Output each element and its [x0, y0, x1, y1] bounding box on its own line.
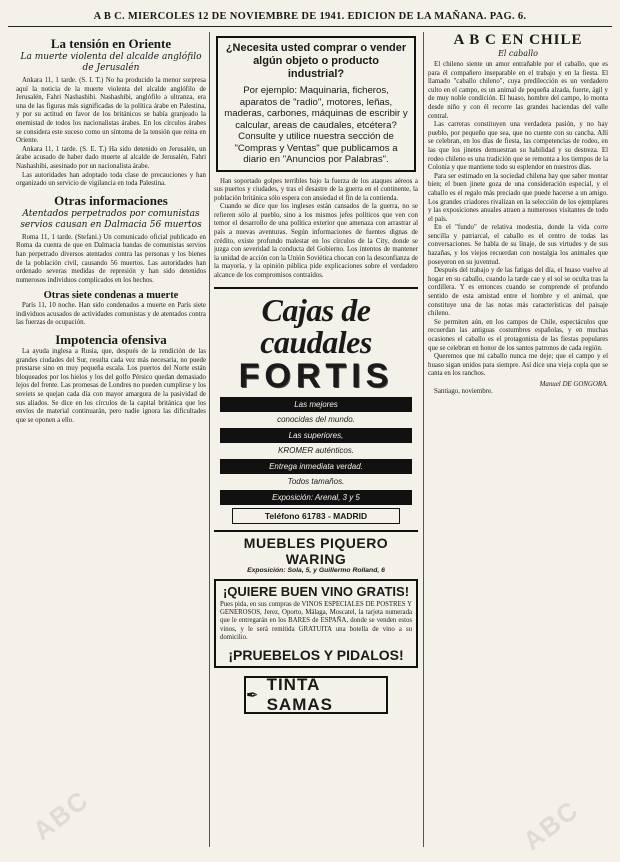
- ad-brand: TINTA SAMAS: [266, 674, 333, 714]
- section-subtitle: La muerte violenta del alcalde anglófilo de Jerusalén: [20, 52, 202, 73]
- article-paragraph: Cuando se dice que los ingleses están cansados de la guerra, no se refieren sólo al pueblo, sino a los mismos jefes políticos que ven con temor el desarrollo de una política exterior que amenaza con arrastrar al país a nuevas aventuras. Según informaciones de fuentes dignas de crédito, existe profundo malestar en los círculos de la City, donde se juzga con severidad la conducta del Gobierno. Los intentos de mantener la unidad de acción con la Unión Soviética chocan con la desconfianza de la mayoría, y la opinión pública pide explicaciones sobre el verdadero alcance de los compromisos contraídos.: [214, 203, 418, 280]
- ad-line: Entrega inmediata verdad.: [220, 459, 412, 474]
- column-rule: [423, 32, 424, 847]
- article-paragraph: El chileno siente un amor entrañable por el caballo, que es para él compañero inseparable en el trabajo y en la fiesta. El llamado "caballo chileno", cuya predilección es un verdadero culto en el campo, es un animal de pequeña alzada, fuerte, ágil y de muy noble condición. El huaso, hombre del campo, lo monta desde niño y con él recorre las grandes haciendas del valle central.: [428, 61, 608, 120]
- article-paragraph: Para ser estimado en la sociedad chilena hay que saber montar bien; el buen jinete goza de una consideración especial, y el caballo es el regalo más preciado que puede hacerse a un amigo. Los grandes criadores rivalizan en la selección de los ejemplares y las exposiciones anuales atraen a numerosos visitantes de todo el país.: [428, 172, 608, 223]
- article-paragraph: Se permiten aún, en los campos de Chile, espectáculos que recuerdan las antiguas costumbres españolas, y en muchas ocasiones el caballo es el protagonista de las fiestas populares que se celebran en honor de los santos patronos de cada región.: [428, 318, 608, 352]
- ad-headline: ¡QUIERE BUEN VINO GRATIS!: [222, 583, 410, 599]
- ad-line: conocidas del mundo.: [277, 414, 355, 424]
- tinta-advertisement: [244, 676, 388, 714]
- ad-body: Pues pida, en sus compras de VINOS ESPECIALES DE POSTRES Y GENEROSOS, Jerez, Oporto, Málaga, Moscatel, la tarjeta numerada que le entregarán en los BARES de ESPAÑA, donde se venden estos vinos, y le será remitida GRATUITA una botella de vino a su domicilio.: [220, 600, 412, 642]
- ad-address: Exposición: Sola, 5, y Guillermo Rolland, 6: [247, 566, 385, 574]
- vino-advertisement: [214, 579, 418, 668]
- section-title: La tensión en Oriente: [50, 36, 172, 51]
- column-rule: [209, 32, 210, 847]
- article-paragraph: Ankara 11, 1 tarde. (S. I. T.) No ha producido la menor sorpresa aquí la noticia de la muerte violenta del alcalde anglófilo de Jerusalén, Fahri Nashashibi. Nashashibi, anglófilo a ultranza, era una de las figuras más significadas de la política árabe en Palestina, y por su actitud en favor de los británicos se había granjeado la enemistad de todos los nacionalistas árabes. En los círculos árabes se considera este suceso como un síntoma de la tensión que reina en Oriente.: [16, 77, 206, 145]
- column-left: [16, 32, 206, 852]
- article-paragraph: Queremos que mi caballo nunca me deje; que el campo y el huaso sigan unidos para siempre. Así dice una vieja copla que se canta en los ranchos.: [428, 353, 608, 378]
- article-paragraph: París 11, 10 noche. Han sido condenados a muerte en París siete individuos acusados de actividades comunistas y de atentados contra las fuerzas de ocupación.: [16, 302, 206, 327]
- article-title: A B C EN CHILE: [453, 32, 583, 48]
- watermark: ABC: [27, 784, 95, 847]
- article-paragraph: Después del trabajo y de las fatigas del día, el huaso vuelve al hogar en su caballo, cuando la tarde cae y el sol se oculta tras la cordillera. Y es entonces cuando se comprende el profundo sentido de esta amistad entre el hombre y el animal, que constituye una de las notas más características del paisaje chileno.: [428, 267, 608, 318]
- dateline: Santiago, noviembre.: [434, 387, 493, 395]
- section-title: Otras informaciones: [54, 192, 168, 208]
- article-paragraph: Ankara 11, 1 tarde. (S. E. T.) Ha sido detenido en Jerusalén, un árabe acusado de haber dado muerte al alcalde de Jerusalén, Fahri Nashashibi, asesinado por un nacionalista árabe.: [16, 145, 206, 170]
- article-paragraph: Han soportado golpes terribles bajo la fuerza de los ataques aéreos a sus puertos y ciudades, y tras el desastre de la guerra en el continente, la población británica sólo espera con ansiedad el fin de la contienda.: [214, 177, 418, 202]
- ink-icon: ✒: [246, 685, 259, 704]
- article-paragraph: La ayuda inglesa a Rusia, que, después de la rendición de las grandes ciudades del Sur, resulta cada vez más necesaria, no puede prestarse sino en muy pequeña escala. Los puertos del Norte están bloqueados por los hielos y los del golfo Pérsico quedan demasiado lejos del frente. Las promesas de Londres no pueden cumplirse y los soviets se quejan cada día con mayor amargura de la pasividad de sus aliados. Se dice en los círculos de la capital británica que los envíos de material continuarán, pero nadie ignora las dificultades que se oponen a ello.: [16, 348, 206, 424]
- column-right: [428, 32, 608, 852]
- article-subtitle: El caballo: [497, 49, 538, 58]
- ad-line: Las mejores: [220, 397, 412, 412]
- section-title: Otras siete condenas a muerte: [43, 290, 179, 302]
- ad-brand: FORTIS: [238, 356, 394, 395]
- page-header: A B C. MIERCOLES 12 DE NOVIEMBRE DE 1941. EDICION DE LA MAÑANA. PAG. 6.: [8, 8, 612, 27]
- article-paragraph: Las autoridades han adoptado toda clase de precauciones y han organizado un servicio de vigilancia en toda Palestina.: [16, 171, 206, 188]
- fortis-advertisement: [214, 287, 418, 524]
- piquero-advertisement: [214, 530, 418, 574]
- ad-line: Todos tamaños.: [287, 476, 345, 486]
- notice-body: Por ejemplo: Maquinaria, ficheros, aparatos de "radio", motores, leñas, maderas, carbones, máquinas de escribir y calcular, areas de caudales, etcétera? Consulte y utilice nuestra sección de "Compras y Ventas" que publicamos a diario en "Anuncios por Palabras".: [224, 85, 408, 165]
- author-signature: Manuel DE GONGORA.: [539, 380, 608, 388]
- article-paragraph: Las carreras constituyen una verdadera pasión, y no hay pueblo, por pequeño que sea, que no cuente con su cancha. Allí se celebran, en los días de fiesta, las competencias de rodeo, en las que los jinetes demuestran su habilidad y su destreza. El rodeo chileno es una tradición que se remonta a los tiempos de la Colonia y que mantiene todo su esplendor en nuestros días.: [428, 121, 608, 172]
- notice-headline: ¿Necesita usted comprar o vender algún objeto o producto industrial?: [225, 42, 407, 80]
- classified-notice-box: [216, 36, 416, 172]
- ad-headline: Cajas de caudales: [260, 291, 372, 360]
- ad-headline: MUEBLES PIQUERO WARING: [243, 534, 389, 567]
- section-subtitle: Atentados perpetrados por comunistas servios causan en Dalmacia 56 muertos: [20, 208, 202, 230]
- ad-phone: Teléfono 61783 - MADRID: [232, 508, 400, 524]
- column-middle: [214, 32, 418, 852]
- ad-line: Exposición: Arenal, 3 y 5: [220, 490, 412, 505]
- article-paragraph: En el "fundo" de relativa modestia, donde la vida corre sencilla y patriarcal, el caballo es el centro de todas las conversaciones. Se habla de su linaje, de sus virtudes y de sus hazañas, y los viejos recuerdan con nostalgia los animales que poseyeron en su juventud.: [428, 224, 608, 266]
- ad-line: Las superiores,: [220, 428, 412, 443]
- article-paragraph: Roma 11, 1 tarde. (Stefani.) Un comunicado oficial publicado en Roma da cuenta de que en Dalmacia bandas de comunistas servios han perpetrado diversos atentados contra las personas y los bienes de la población civil, causando 56 muertos. Las autoridades han ordenado severas medidas de represión y han sido detenidos numerosos individuos complicados en los hechos.: [16, 233, 206, 284]
- ad-line: KROMER auténticos.: [277, 445, 355, 455]
- watermark: ABC: [517, 794, 585, 857]
- section-title: Impotencia ofensiva: [55, 332, 167, 348]
- ad-slogan: ¡PRUEBELOS Y PIDALOS!: [228, 646, 404, 663]
